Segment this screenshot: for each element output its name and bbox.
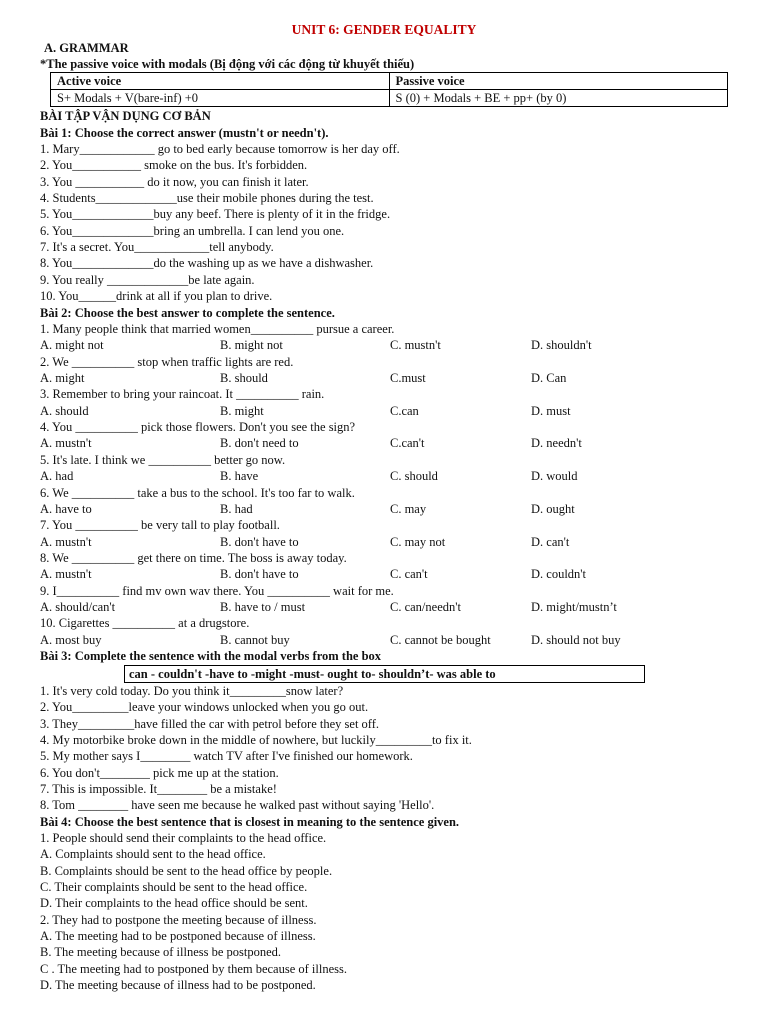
grammar-heading: A. GRAMMAR bbox=[44, 41, 129, 55]
question-text: 7. You __________ be very tall to play football. bbox=[40, 518, 280, 533]
exercise-3-item: 2. You_________leave your windows unlocked when you go out. bbox=[40, 700, 369, 715]
exercise-1-item: 7. It's a secret. You____________tell anybody. bbox=[40, 240, 274, 255]
answer-option: B. have to / must bbox=[220, 599, 306, 614]
question-text: 6. We __________ take a bus to the school. It's too far to walk. bbox=[40, 485, 355, 500]
exercise-1-item: 8. You_____________do the washing up as we have a dishwasher. bbox=[40, 256, 374, 271]
answer-option: A. most buy bbox=[40, 632, 102, 647]
exercise-1-item: 3. You ___________ do it now, you can finish it later. bbox=[40, 174, 309, 189]
exercise-4-item: B. The meeting because of illness be postponed. bbox=[40, 945, 282, 960]
exercise-3-item: 3. They_________have filled the car with petrol before they set off. bbox=[40, 716, 380, 731]
exercise-3-item: 7. This is impossible. It________ be a mistake! bbox=[40, 782, 277, 797]
answer-option: D. would bbox=[531, 469, 578, 484]
exercise-1-item: 9. You really _____________be late again. bbox=[40, 272, 255, 287]
answer-option: C. may not bbox=[390, 534, 446, 549]
answer-option: A. should/can't bbox=[40, 599, 116, 614]
answer-option: C. should bbox=[390, 469, 438, 484]
answer-option: D. couldn't bbox=[531, 567, 587, 582]
exercise-2-heading: Bài 2: Choose the best answer to complete the sentence. bbox=[40, 306, 335, 320]
answer-option: D. can't bbox=[531, 534, 570, 549]
exercise-3-item: 5. My mother says I________ watch TV after I've finished our homework. bbox=[40, 749, 413, 764]
answer-option: A. mustn't bbox=[40, 436, 92, 451]
question-text: 9. I__________ find mv own wav there. You __________ wait for me. bbox=[40, 583, 394, 598]
exercise-1-item: 1. Mary____________ go to bed early because tomorrow is her day off. bbox=[40, 142, 400, 156]
exercise-4-item: C. Their complaints should be sent to the head office. bbox=[40, 880, 308, 895]
answer-option: A. should bbox=[40, 403, 89, 418]
answer-option: A. mustn't bbox=[40, 567, 92, 582]
answer-option: B. don't have to bbox=[220, 567, 299, 582]
answer-option: D. should not buy bbox=[531, 632, 621, 647]
exercise-1-item: 6. You_____________bring an umbrella. I can lend you one. bbox=[40, 223, 345, 238]
question-text: 1. Many people think that married women__________ pursue a career. bbox=[40, 322, 395, 336]
answer-option: D. shouldn't bbox=[531, 338, 592, 353]
exercise-4-heading: Bài 4: Choose the best sentence that is closest in meaning to the sentence given. bbox=[40, 815, 460, 829]
answer-option: B. have bbox=[220, 469, 259, 484]
question-text: 5. It's late. I think we __________ better go now. bbox=[40, 452, 286, 467]
exercise-3-item: 6. You don't________ pick me up at the station. bbox=[40, 765, 279, 780]
exercise-4-item: C . The meeting had to postponed by them because of illness. bbox=[40, 961, 348, 976]
exercise-1-item: 10. You______drink at all if you plan to drive. bbox=[40, 289, 273, 304]
exercise-1-item: 4. Students_____________use their mobile phones during the test. bbox=[40, 191, 374, 206]
exercise-3-item: 4. My motorbike broke down in the middle of nowhere, but luckily_________to fix it. bbox=[40, 733, 472, 748]
question-text: 4. You __________ pick those flowers. Don't you see the sign? bbox=[40, 420, 356, 435]
answer-option: C. mustn't bbox=[390, 338, 441, 353]
answer-option: D. must bbox=[531, 403, 571, 418]
unit-title: UNIT 6: GENDER EQUALITY bbox=[291, 22, 477, 37]
answer-option: B. don't need to bbox=[220, 436, 299, 451]
exercise-4-item: 1. People should send their complaints to the head office. bbox=[40, 831, 327, 845]
answer-option: C.must bbox=[390, 371, 426, 386]
practice-heading: BÀI TẬP VẬN DỤNG CƠ BẢN bbox=[40, 109, 211, 123]
answer-option: D. needn't bbox=[531, 436, 582, 451]
rule-heading: *The passive voice with modals (Bị động với các động từ khuyết thiếu) bbox=[40, 57, 415, 71]
answer-option: C. may bbox=[390, 501, 427, 516]
answer-option: A. might bbox=[40, 371, 85, 386]
exercise-4-item: D. Their complaints to the head office should be sent. bbox=[40, 896, 308, 911]
answer-option: B. had bbox=[220, 501, 253, 516]
answer-option: A. might not bbox=[40, 338, 104, 353]
exercise-4-item: A. Complaints should sent to the head office. bbox=[40, 847, 266, 862]
question-text: 10. Cigarettes __________ at a drugstore. bbox=[40, 616, 250, 631]
answer-option: A. have to bbox=[40, 501, 92, 516]
table-header-active: Active voice bbox=[51, 73, 390, 90]
question-text: 3. Remember to bring your raincoat. It __________ rain. bbox=[40, 387, 325, 402]
exercise-3-item: 1. It's very cold today. Do you think it_________snow later? bbox=[40, 684, 344, 698]
voice-table bbox=[50, 72, 728, 107]
exercise-4-item: A. The meeting had to be postponed because of illness. bbox=[40, 929, 316, 944]
exercise-3-heading: Bài 3: Complete the sentence with the modal verbs from the box bbox=[40, 649, 382, 663]
question-text: 8. We __________ get there on time. The boss is away today. bbox=[40, 550, 347, 565]
table-header-passive: Passive voice bbox=[389, 73, 728, 90]
answer-option: B. cannot buy bbox=[220, 632, 290, 647]
modal-verbs-box bbox=[124, 665, 645, 683]
exercise-4-item: B. Complaints should be sent to the head office by people. bbox=[40, 863, 333, 878]
answer-option: B. should bbox=[220, 371, 268, 386]
answer-option: B. might not bbox=[220, 338, 283, 353]
exercise-1-item: 5. You_____________buy any beef. There is plenty of it in the fridge. bbox=[40, 207, 391, 222]
answer-option: D. might/mustn’t bbox=[531, 599, 617, 614]
modal-verbs-box-text: can - couldn't -have to -might -must- ought to- shouldn’t- was able to bbox=[129, 667, 496, 681]
answer-option: D. ought bbox=[531, 501, 575, 516]
answer-option: C.can bbox=[390, 403, 419, 418]
answer-option: C. can/needn't bbox=[390, 599, 461, 614]
answer-option: C. can't bbox=[390, 567, 428, 582]
answer-option: B. might bbox=[220, 403, 264, 418]
table-cell-active: S+ Modals + V(bare-inf) +0 bbox=[51, 90, 390, 107]
answer-option: A. mustn't bbox=[40, 534, 92, 549]
exercise-4-item: 2. They had to postpone the meeting because of illness. bbox=[40, 912, 317, 927]
table-cell-passive: S (0) + Modals + BE + pp+ (by 0) bbox=[389, 90, 728, 107]
answer-option: A. had bbox=[40, 469, 74, 484]
exercise-1-heading: Bài 1: Choose the correct answer (mustn't or needn't). bbox=[40, 126, 329, 140]
answer-option: D. Can bbox=[531, 371, 567, 386]
answer-option: C.can't bbox=[390, 436, 425, 451]
answer-option: C. cannot be bought bbox=[390, 632, 491, 647]
exercise-1-item: 2. You___________ smoke on the bus. It's forbidden. bbox=[40, 158, 308, 173]
answer-option: B. don't have to bbox=[220, 534, 299, 549]
exercise-3-item: 8. Tom ________ have seen me because he walked past without saying 'Hello'. bbox=[40, 798, 435, 813]
exercise-4-item: D. The meeting because of illness had to be postponed. bbox=[40, 978, 316, 993]
question-text: 2. We __________ stop when traffic lights are red. bbox=[40, 354, 294, 369]
